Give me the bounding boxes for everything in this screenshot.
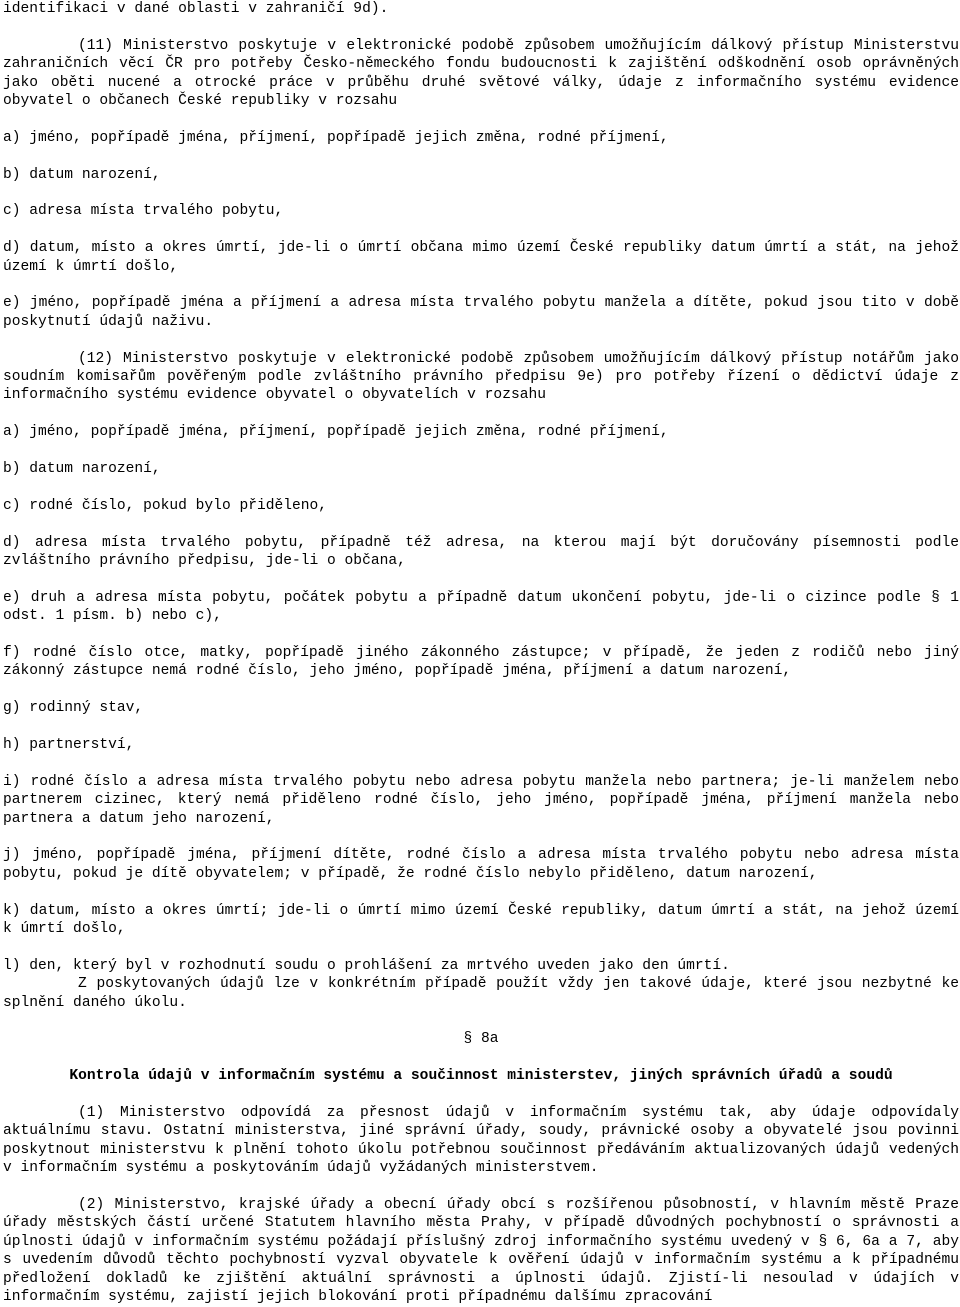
section-mark: § 8a xyxy=(463,1031,499,1048)
list-item-12f: f) rodné číslo otce, matky, popřípadě jiného zákonného zástupce; v případě, že jeden z rodičů nebo jiný zákonný zástupce nemá rodné číslo, jeho jméno, popřípadě jména, příjmení a datum narození, xyxy=(3,645,959,680)
list-item-12j: j) jméno, popřípadě jména, příjmení dítěte, rodné číslo a adresa místa trvalého pobytu nebo adresa místa pobytu, pokud je dítě obyvatelem; v případě, že rodné číslo nebylo přiděleno, datum narození, xyxy=(3,847,959,882)
list-item-12g: g) rodinný stav, xyxy=(3,700,144,717)
list-item-12i: i) rodné číslo a adresa místa trvalého pobytu nebo adresa pobytu manžela nebo partnera; je-li manželem nebo partnerem cizinec, který nemá přiděleno rodné číslo, jeho jméno, popřípadě jména, příjmení manžela nebo partnera a datum jeho narození, xyxy=(3,773,959,827)
list-item-11c: c) adresa místa trvalého pobytu, xyxy=(3,203,284,220)
section-title: Kontrola údajů v informačním systému a součinnost ministerstev, jiných správních úřadů a soudů xyxy=(69,1068,893,1085)
list-item-12k: k) datum, místo a okres úmrtí; jde-li o úmrtí mimo území České republiky, datum úmrtí a stát, na jehož území k úmrtí došlo, xyxy=(3,902,959,938)
list-item-11b: b) datum narození, xyxy=(3,166,161,183)
list-item-12a: a) jméno, popřípadě jména, příjmení, popřípadě jejich změna, rodné příjmení, xyxy=(3,424,669,441)
list-item-12c: c) rodné číslo, pokud bylo přiděleno, xyxy=(3,497,328,514)
list-item-12e: e) druh a adresa místa pobytu, počátek pobytu a případně datum ukončení pobytu, jde-li o cizince podle § 1 odst. 1 písm. b) nebo c), xyxy=(3,589,959,625)
list-item-11d: d) datum, místo a okres úmrtí, jde-li o úmrtí občana mimo území České republiky datum úmrtí a stát, na jehož území k úmrtí došlo, xyxy=(3,240,959,275)
section-8a-paragraph-2: (2) Ministerstvo, krajské úřady a obecní úřady obcí s rozšířenou působností, v hlavním městě Praze úřady městských částí určené Statutem hlavního města Prahy, v případě důvodných pochybností o správnosti a úplnosti údajů v informačním systému požádají příslušný zdroj informačního systému uvedený v § 6, 6a a 7, aby s uvedením důvodů těchto pochybností vyzval obyvatele k ověření údajů v informačním systému a k případnému předložení dokladů ke zjištění aktuální správnosti a úplnosti údajů. Zjistí-li nesoulad v údajích v informačním systému, zajistí jejich blokování proti případnému dalšímu zpracování xyxy=(3,1197,959,1306)
intro-tail: identifikaci v dané oblasti v zahraničí 9d). xyxy=(3,1,389,17)
list-item-11a: a) jméno, popřípadě jména, příjmení, popřípadě jejich změna, rodné příjmení, xyxy=(3,129,669,146)
list-item-11e: e) jméno, popřípadě jména a příjmení a adresa místa trvalého pobytu manžela a dítěte, pokud jsou tito v době poskytnutí údajů naživu. xyxy=(3,295,959,330)
section-8a-paragraph-1: (1) Ministerstvo odpovídá za přesnost údajů v informačním systému tak, aby údaje odpovídaly aktuálnímu stavu. Ostatní ministerstva, jiné správní úřady, soudy, právnické osoby a obyvatelé jsou povinni poskytnout ministerstvu k plnění tohoto úkolu potřebnou součinnost předáváním aktualizovaných údajů vedených v informačním systému a poskytováním údajů vyžádaných ministerstvem. xyxy=(3,1105,959,1177)
list-item-12b: b) datum narození, xyxy=(3,461,161,478)
list-item-12h: h) partnerství, xyxy=(3,737,135,754)
list-item-12d: d) adresa místa trvalého pobytu, případně též adresa, na kterou mají být doručovány písemnosti podle zvláštního právního předpisu, jde-li o občana, xyxy=(3,534,959,570)
paragraph-11: (11) Ministerstvo poskytuje v elektronické podobě způsobem umožňujícím dálkový přístup Ministerstvu zahraničních věcí ČR pro potřeby Česko-německého fondu budoucnosti k zajištění odškodnění osob oprávněných jako oběti nucené a otrocké práce v průběhu druhé světové války, údaje z informačního systému evidence obyvatel o občanech České republiky v rozsahu xyxy=(3,37,959,110)
list-item-12l: l) den, který byl v rozhodnutí soudu o prohlášení za mrtvého uveden jako den úmrtí. xyxy=(3,957,730,974)
paragraph-12: (12) Ministerstvo poskytuje v elektronické podobě způsobem umožňujícím dálkový přístup notářům jako soudním komisařům pověřeným podle zvláštního právního předpisu 9e) pro potřeby řízení o dědictví údaje z informačního systému evidence obyvatel o obyvatelích v rozsahu xyxy=(3,350,959,404)
paragraph-12-note: Z poskytovaných údajů lze v konkrétním případě použít vždy jen takové údaje, které jsou nezbytné ke splnění daného úkolu. xyxy=(3,976,959,1011)
